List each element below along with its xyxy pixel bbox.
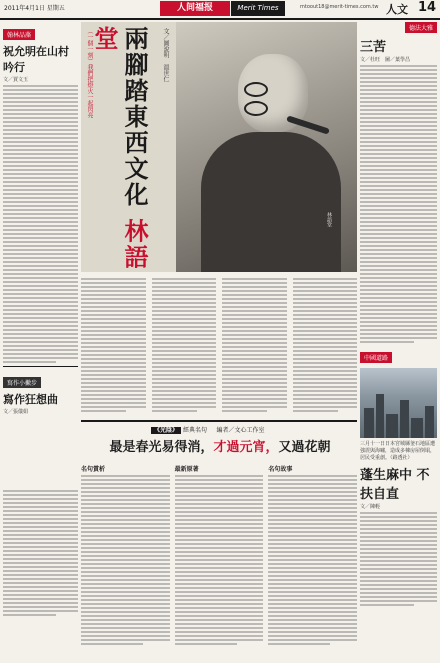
headline-black: 兩腳踏東西文化 [120, 26, 149, 208]
right-column-label: 德法大雅 [405, 22, 437, 33]
right-article-byline: 文／杜旺 圖／葉學昌 [360, 57, 411, 63]
article-byline: 文／賈文玉 [3, 77, 29, 83]
article-title: 祝允明在山村吟行 [3, 45, 69, 74]
right-column [360, 22, 437, 652]
feature-author: 文／圖說明 溫世仁 [162, 28, 169, 82]
photo-caption: 林語堂 [326, 212, 332, 227]
article-body [3, 85, 78, 363]
column-label: 翰林品藻 [3, 29, 35, 40]
left-lower-body [3, 488, 78, 618]
article-byline-2: 文／張儀娟 [3, 409, 29, 415]
feature-body [81, 276, 357, 416]
page-number: 14 [418, 0, 437, 15]
feature-headline [89, 26, 149, 272]
right-article-body [360, 65, 437, 343]
section-name: 人文 [386, 3, 408, 16]
col-title-story: 名句故事 [268, 466, 293, 473]
quote-columns [81, 464, 357, 654]
contact-email: mtoout18@merit-times.com.tw [300, 4, 379, 10]
issue-date: 2011年4月1日 星期五 [4, 5, 65, 12]
classic-quote-section [81, 420, 357, 462]
feature-article [81, 22, 357, 272]
col-title-original: 最新原著 [174, 466, 199, 473]
paper-logo: 人间福报 [160, 1, 230, 16]
column-label-2: 寫作小撇步 [3, 377, 41, 388]
feature-kicker: （一個一刻）我們把燈火一起閃亮 [86, 28, 93, 118]
section-tag: 《光陰》 經典名句 編者／文心工作室 [151, 425, 265, 434]
portrait-photo [176, 22, 357, 272]
quote-headline: 最是春光易得消，才過元宵，又過花朝 [109, 440, 331, 455]
headline-red: 林語堂 [90, 26, 149, 271]
disaster-photo-caption: 三月十一日日本宮城縣釜石地區遭強震與海嘯，造成多棟房屋倒塌，居民受重創。（路透社） [360, 441, 436, 461]
paper-logo-en: Merit Times [231, 1, 285, 16]
glasses-icon [244, 82, 302, 94]
left-column [3, 22, 78, 482]
right-article-title-2: 蓬生麻中 不扶自直 [360, 468, 430, 502]
right-article-byline-2: 文／陳輕 [360, 504, 381, 510]
article-title-2: 寫作狂想曲 [3, 393, 58, 406]
masthead [0, 0, 440, 20]
right-column-label-2: 中國道路 [360, 352, 392, 363]
disaster-photo [360, 368, 437, 438]
col-title-analysis: 名句賞析 [81, 466, 106, 473]
right-article-title: 三苦 [360, 40, 387, 55]
